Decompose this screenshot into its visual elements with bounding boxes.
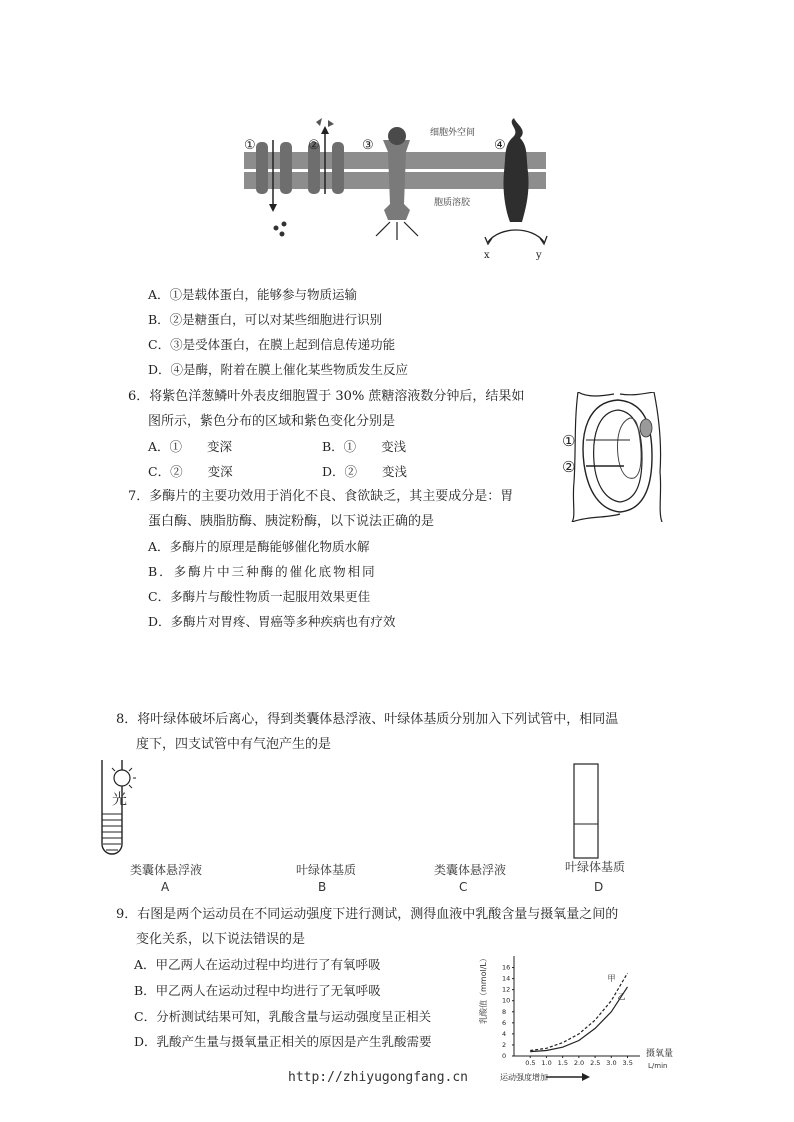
x-tick-label: 3.5 bbox=[622, 1059, 633, 1067]
q9-option-c: C．分析测试结果可知，乳酸含量与运动强度呈正相关 bbox=[134, 1009, 432, 1024]
y-tick-label: 14 bbox=[502, 974, 511, 983]
marker-3: ③ bbox=[362, 138, 374, 153]
protein-4 bbox=[503, 118, 528, 222]
x-axis-unit: L/min bbox=[648, 1062, 668, 1070]
inside-label: 胞质溶胶 bbox=[434, 198, 471, 208]
q6-stem-line1: 6．将紫色洋葱鳞叶外表皮细胞置于 30% 蔗糖溶液数分钟后，结果如 bbox=[128, 389, 525, 404]
x-axis-label: 摄氧量 bbox=[646, 1049, 674, 1059]
q7-stem-line2: 蛋白酶、胰脂肪酶、胰淀粉酶，以下说法正确的是 bbox=[148, 514, 435, 529]
outside-label: 细胞外空间 bbox=[430, 128, 476, 138]
q8-stem-line2: 度下，四支试管中有气泡产生的是 bbox=[136, 737, 332, 752]
signal-molecule bbox=[388, 127, 406, 145]
series-label-1: 乙 bbox=[617, 991, 626, 1001]
sun-icon bbox=[114, 770, 130, 786]
y-tick-label: 8 bbox=[502, 1007, 507, 1016]
membrane-protein-figure bbox=[238, 112, 558, 262]
y-tick-label: 2 bbox=[502, 1040, 507, 1049]
protein-1 bbox=[256, 142, 268, 194]
tube-d-label: 叶绿体基质 bbox=[565, 860, 626, 874]
marker-2: ② bbox=[308, 138, 320, 153]
q9-option-b: B．甲乙两人在运动过程中均进行了无氧呼吸 bbox=[134, 983, 381, 998]
cell-label-2: ② bbox=[562, 458, 576, 476]
onion-cell-figure bbox=[558, 392, 678, 522]
y-axis-label: 乳酸值（mmol/L） bbox=[479, 954, 488, 1024]
series-label-0: 甲 bbox=[607, 974, 616, 984]
q7-option-a: A．多酶片的原理是酶能够催化物质水解 bbox=[148, 539, 370, 554]
footer-url[interactable]: http://zhiyugongfang.cn bbox=[288, 1070, 469, 1085]
x-label: x bbox=[484, 250, 490, 261]
q7-option-d: D．多酶片对胃疼、胃癌等多种疾病也有疗效 bbox=[148, 614, 396, 629]
q6-option-a: A．① 变深 bbox=[148, 439, 233, 454]
q6-option-d: D．② 变浅 bbox=[322, 464, 408, 479]
y-tick-label: 0 bbox=[502, 1052, 507, 1060]
x-tick-label: 1.5 bbox=[557, 1059, 568, 1067]
marker-4: ④ bbox=[494, 138, 506, 153]
q6-option-b: B．① 变浅 bbox=[322, 439, 407, 454]
tube-c-label: 类囊体悬浮液 bbox=[434, 863, 507, 877]
tube-a-label: 类囊体悬浮液 bbox=[130, 863, 203, 877]
light-label: 光 bbox=[112, 790, 128, 808]
q9-option-d: D．乳酸产生量与摄氧量正相关的原因是产生乳酸需要 bbox=[134, 1034, 432, 1049]
tube-d-letter: D bbox=[594, 880, 604, 894]
test-tube-d bbox=[570, 762, 604, 860]
y-tick-label: 16 bbox=[502, 963, 511, 972]
lactate-chart bbox=[470, 944, 692, 1086]
q8-stem-line1: 8．将叶绿体破坏后离心，得到类囊体悬浮液、叶绿体基质分别加入下列试管中，相同温 bbox=[116, 712, 619, 727]
y-tick-label: 10 bbox=[502, 996, 511, 1005]
q7-option-c: C．多酶片与酸性物质一起服用效果更佳 bbox=[148, 589, 371, 604]
tube-b-letter: B bbox=[318, 880, 327, 894]
x-tick-label: 2.0 bbox=[573, 1059, 585, 1067]
tube-b-label: 叶绿体基质 bbox=[296, 863, 357, 877]
q5-option-c: C．③是受体蛋白，在膜上起到信息传递功能 bbox=[148, 337, 396, 352]
q7-stem-line1: 7．多酶片的主要功效用于消化不良、食欲缺乏，其主要成分是：胃 bbox=[128, 489, 514, 504]
cell-label-1: ① bbox=[562, 432, 576, 450]
y-label: y bbox=[536, 250, 542, 261]
x-tick-label: 0.5 bbox=[525, 1059, 536, 1067]
y-tick-label: 6 bbox=[502, 1018, 507, 1027]
q5-option-a: A．①是载体蛋白，能够参与物质运输 bbox=[148, 287, 358, 302]
q9-option-a: A．甲乙两人在运动过程中均进行了有氧呼吸 bbox=[134, 957, 381, 972]
q5-option-d: D．④是酶，附着在膜上催化某些物质发生反应 bbox=[148, 362, 409, 377]
y-tick-label: 12 bbox=[502, 985, 511, 994]
q9-stem-line1: 9．右图是两个运动员在不同运动强度下进行测试，测得血液中乳酸含量与摄氧量之间的 bbox=[116, 907, 619, 922]
tube-a-letter: A bbox=[161, 880, 170, 894]
x-arrow-label: 运动强度增加 bbox=[500, 1073, 548, 1082]
y-tick-label: 4 bbox=[502, 1029, 507, 1038]
test-tube-a bbox=[96, 756, 146, 864]
q6-stem-line2: 图所示，紫色分布的区域和紫色变化分别是 bbox=[148, 414, 396, 429]
series-line-1 bbox=[530, 987, 627, 1052]
x-tick-label: 1.0 bbox=[541, 1059, 552, 1067]
q9-stem-line2: 变化关系，以下说法错误的是 bbox=[136, 932, 306, 947]
tube-c-letter: C bbox=[459, 880, 468, 894]
q6-option-c: C．② 变深 bbox=[148, 464, 233, 479]
marker-1: ① bbox=[244, 138, 256, 153]
x-tick-label: 3.0 bbox=[606, 1059, 617, 1067]
series-line-0 bbox=[530, 973, 627, 1050]
x-tick-label: 2.5 bbox=[590, 1059, 601, 1067]
q5-option-b: B．②是糖蛋白，可以对某些细胞进行识别 bbox=[148, 312, 383, 327]
q7-option-b: B．多酶片中三种酶的催化底物相同 bbox=[148, 564, 377, 579]
